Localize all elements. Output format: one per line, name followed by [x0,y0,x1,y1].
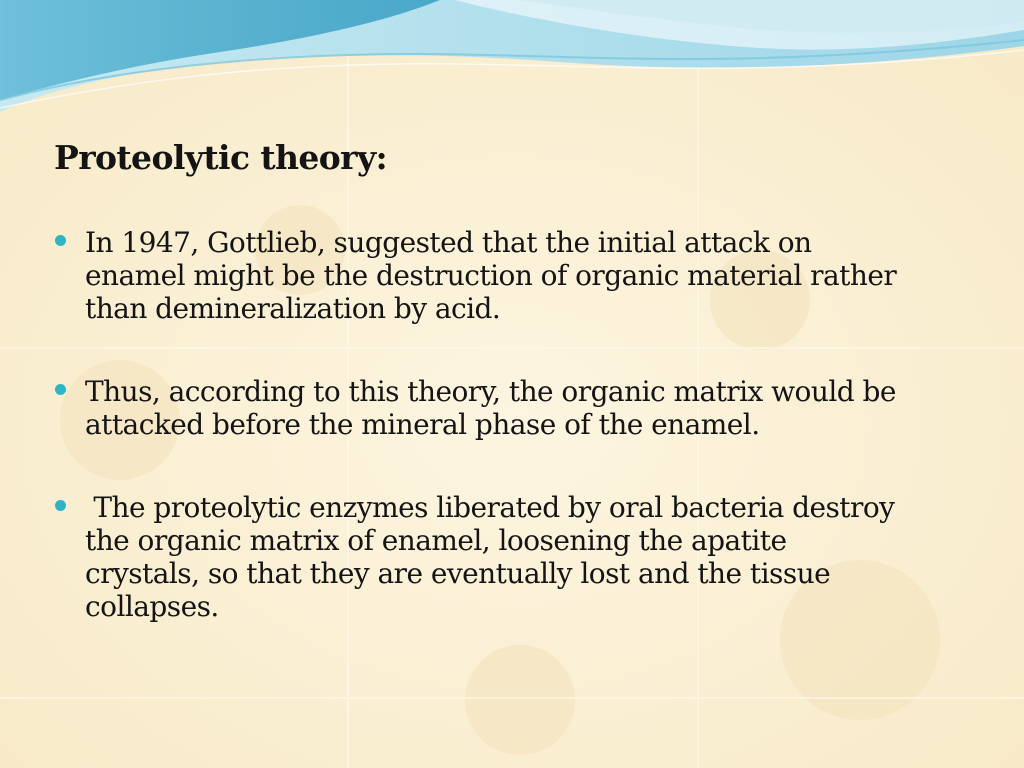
bullet-text-line: In 1947, Gottlieb, suggested that the initial attack on [85,226,812,259]
bullet-text-line: than demineralization by acid. [85,292,501,325]
bullet-text-line: attacked before the mineral phase of the enamel. [85,408,760,441]
filled-circle-bullet-icon [55,500,66,511]
slide-title: Proteolytic theory: [54,138,388,177]
bullet-text-line: the organic matrix of enamel, loosening the apatite [85,524,787,557]
bullet-text-line: The proteolytic enzymes liberated by oral bacteria destroy [85,491,895,524]
bullet-item [54,491,974,623]
bullet-text-line: collapses. [85,590,219,623]
header-wave-decoration [0,0,1024,120]
bullet-item [54,375,974,441]
bullet-text-line: enamel might be the destruction of organic material rather [85,259,897,292]
filled-circle-bullet-icon [55,235,66,246]
bullet-list [54,226,974,623]
bullet-text-line: Thus, according to this theory, the organic matrix would be [85,375,896,408]
bullet-item [54,226,974,325]
bullet-text-line: crystals, so that they are eventually lost and the tissue [85,557,831,590]
filled-circle-bullet-icon [55,384,66,395]
